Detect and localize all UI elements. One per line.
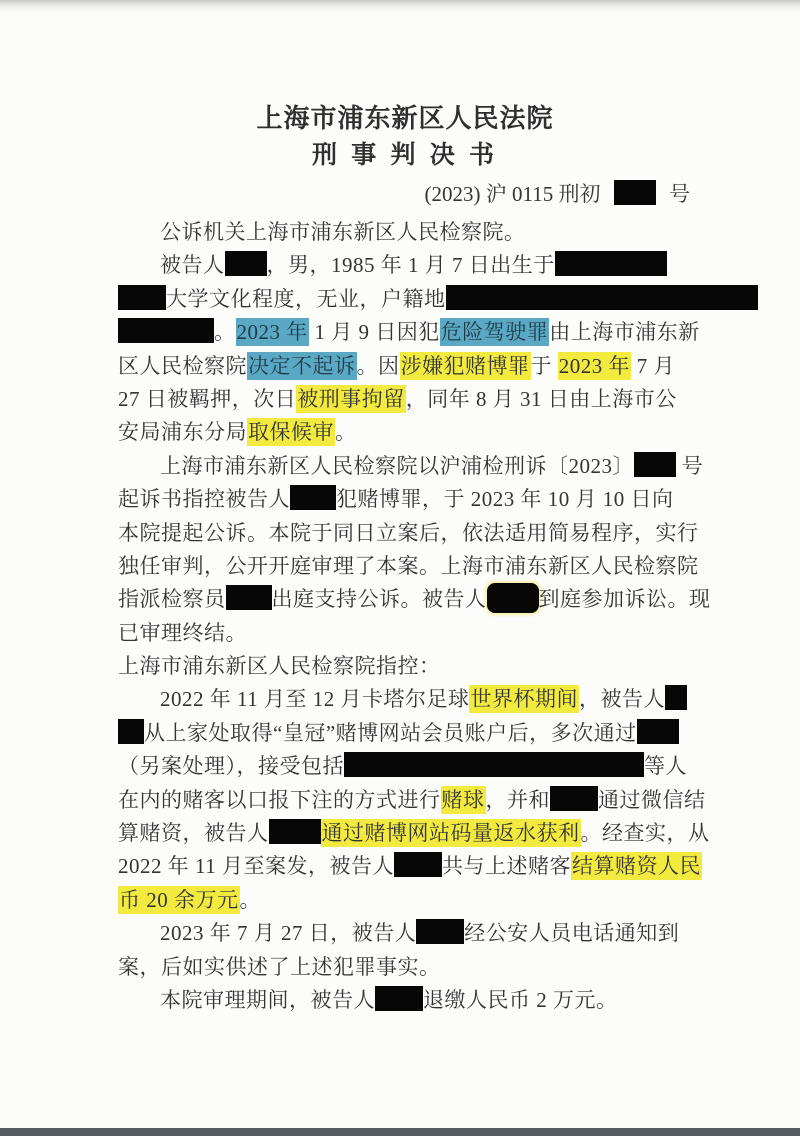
case-number-suffix: 号 — [669, 182, 690, 206]
court-name-title: 上海市浦东新区人民法院 — [256, 104, 554, 133]
blue-highlight-text: 危险驾驶罪 — [440, 320, 549, 345]
redaction-bar — [637, 719, 679, 744]
blue-highlight-text: 决定不起诉 — [248, 353, 356, 378]
body-text: 退缴人民币 2 万元。 — [423, 987, 618, 1012]
body-text: 于 — [530, 353, 558, 378]
body-text: 上海市浦东新区人民检察院指控： — [118, 654, 441, 679]
document-line — [118, 517, 699, 550]
document-line — [118, 617, 692, 650]
redaction-bar — [344, 752, 644, 777]
redaction-bar — [555, 251, 667, 276]
body-text: 2022 年 11 月至案发，被告人 — [118, 854, 394, 879]
redaction-bar — [118, 719, 144, 744]
redaction-bar — [269, 819, 321, 844]
body-text: 2022 年 11 月至 12 月卡塔尔足球 — [160, 687, 470, 712]
redaction-bar — [118, 318, 214, 343]
body-text: 27 日被羁押，次日 — [118, 386, 297, 411]
body-text: 。因 — [356, 353, 400, 378]
blue-highlight-text: 2023 年 — [236, 320, 308, 345]
body-text: 通过微信结 — [598, 787, 706, 812]
body-text: 指派检察员 — [118, 587, 226, 612]
redaction-bar — [416, 919, 464, 944]
body-text: 。 — [335, 420, 357, 445]
yellow-highlight-text: 涉嫌犯赌博罪 — [400, 353, 530, 378]
document-line — [118, 884, 692, 917]
document-line — [118, 784, 706, 817]
body-text: 案，后如实供述了上述犯罪事实。 — [118, 954, 441, 979]
document-line — [118, 817, 710, 850]
yellow-highlight-text: 2023 年 — [558, 353, 630, 378]
body-text: 公诉机关上海市浦东新区人民检察院。 — [160, 220, 526, 244]
body-text: 起诉书指控被告人 — [118, 487, 290, 512]
document-line — [118, 650, 692, 683]
document-line — [118, 283, 692, 316]
document-line — [118, 750, 692, 783]
case-number-prefix: (2023) 沪 0115 刑初 — [424, 182, 601, 206]
body-text: 到庭参加诉讼。现 — [538, 587, 711, 612]
body-text: ，同年 8 月 31 日由上海市公 — [405, 386, 677, 411]
body-text: 犯赌博罪，于 2023 年 10 月 10 日向 — [336, 487, 674, 512]
body-text: 被告人 — [160, 253, 225, 278]
document-line — [118, 717, 692, 750]
document-body-lines — [118, 216, 711, 1017]
body-text: 出庭支持公诉。被告人 — [271, 587, 487, 612]
body-text: 等人 — [644, 754, 687, 779]
body-text: ，被告人 — [578, 687, 665, 712]
body-text: 算赌资，被告人 — [118, 821, 269, 846]
redaction-bar — [394, 852, 442, 877]
body-text: 独任审判，公开开庭审理了本案。上海市浦东新区人民检察院 — [118, 553, 699, 578]
body-text: 2023 年 7 月 27 日，被告人 — [160, 921, 417, 946]
document-line — [118, 416, 692, 449]
redaction-bar — [446, 285, 758, 310]
body-text: （另案处理），接受包括 — [118, 754, 344, 779]
body-text: 经公安人员电话通知到 — [464, 921, 680, 946]
body-text: 共与上述赌客 — [441, 854, 571, 879]
redaction-bar — [118, 285, 166, 310]
body-text: ，男，1985 年 1 月 7 日出生于 — [266, 253, 555, 278]
redaction-bar — [226, 585, 272, 610]
body-text: 从上家处取得“皇冠”赌博网站会员账户后，多次通过 — [144, 720, 637, 745]
document-page — [118, 100, 711, 1017]
body-text: 区人民检察院 — [118, 353, 247, 378]
redaction-bar — [375, 986, 423, 1011]
body-text: ，并和 — [485, 787, 550, 812]
redaction-bar — [487, 583, 539, 613]
yellow-highlight-text: 世界杯期间 — [470, 687, 578, 712]
document-line — [118, 984, 692, 1017]
body-text: 。 — [214, 320, 236, 345]
redaction-bar — [290, 485, 336, 510]
redaction-bar — [665, 685, 687, 710]
body-text: 。经查实，从 — [580, 821, 710, 846]
document-line — [118, 249, 692, 282]
scan-top-edge-shadow — [0, 0, 800, 12]
case-number-line — [118, 174, 692, 214]
body-text: 1 月 9 日因犯 — [308, 320, 440, 345]
redaction-bar — [225, 251, 267, 276]
body-text: 本院提起公诉。本院于同日立案后，依法适用简易程序，实行 — [118, 520, 699, 545]
document-line — [118, 583, 711, 616]
body-text: 在内的赌客以口报下注的方式进行 — [118, 787, 441, 812]
body-text: 已审理终结。 — [118, 620, 247, 645]
document-type-title: 刑 事 判 决 书 — [311, 142, 498, 169]
body-text: 号 — [676, 453, 704, 478]
body-text: 安局浦东分局 — [118, 420, 247, 445]
document-line — [118, 951, 692, 984]
document-line — [118, 216, 692, 249]
document-line — [118, 683, 692, 716]
document-line — [118, 316, 700, 349]
document-line — [118, 483, 692, 516]
yellow-highlight-text: 币 20 余万元 — [119, 887, 239, 912]
yellow-highlight-text: 被刑事拘留 — [297, 386, 405, 411]
body-text: 。 — [239, 887, 261, 912]
document-line — [118, 450, 704, 483]
document-line — [118, 917, 692, 950]
yellow-highlight-text: 赌球 — [441, 787, 485, 812]
document-line — [118, 350, 692, 383]
yellow-highlight-text: 取保候审 — [248, 420, 334, 445]
body-text: 上海市浦东新区人民检察院以沪浦检刑诉〔2023〕 — [160, 453, 634, 478]
redaction-bar — [550, 786, 598, 811]
body-text: 7 月 — [631, 353, 675, 378]
body-text: 由上海市浦东新 — [549, 320, 700, 345]
yellow-highlight-text: 通过赌博网站码量返水获利 — [321, 821, 580, 846]
document-line — [118, 383, 692, 416]
document-line — [118, 550, 699, 583]
redaction-bar — [634, 452, 676, 477]
scan-bottom-edge-bar — [0, 1128, 800, 1136]
document-line — [118, 850, 701, 883]
case-number-redaction-bar — [614, 180, 656, 205]
body-text: 本院审理期间，被告人 — [160, 987, 375, 1012]
yellow-highlight-text: 结算赌资人民 — [571, 854, 701, 879]
body-text: 大学文化程度，无业，户籍地 — [166, 286, 446, 311]
